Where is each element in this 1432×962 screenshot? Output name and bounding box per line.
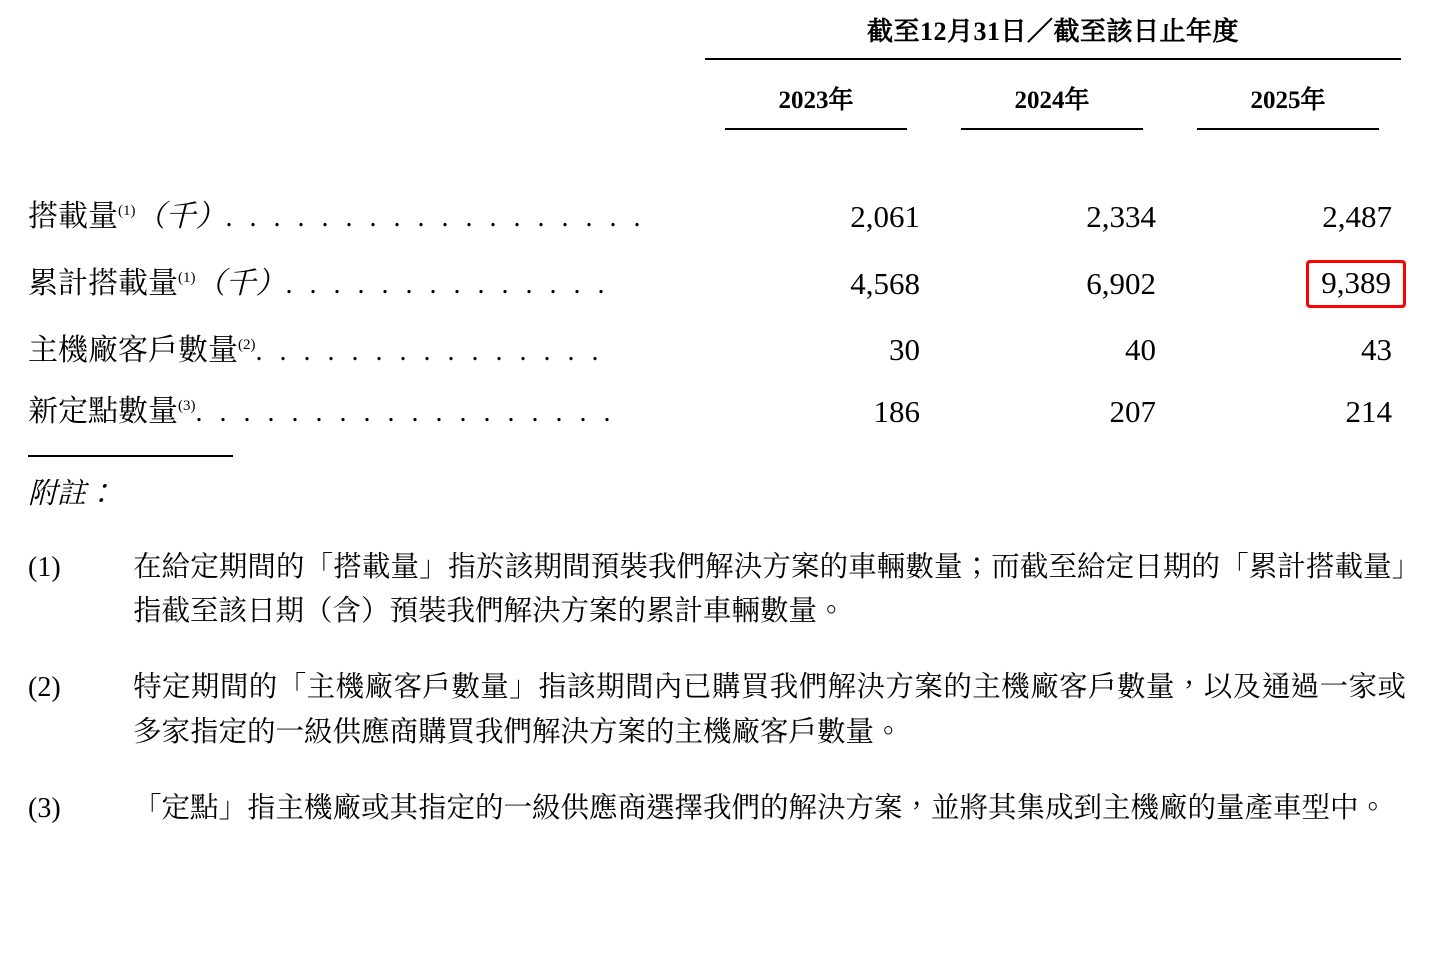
row-label-footnote: (2) <box>238 336 256 353</box>
row-label-footnote: (1) <box>118 203 136 219</box>
table-header-row <box>28 66 1406 140</box>
column-header-2025 <box>1170 66 1406 140</box>
row-leader-dots: . . . . . . . . . . . . . . . . . . <box>225 202 646 233</box>
highlighted-value: 9,389 <box>1306 260 1406 308</box>
footnote-item <box>28 666 1406 754</box>
footnote-marker: (3) <box>28 792 61 824</box>
row-label-installations <box>28 186 698 248</box>
table-row <box>28 248 1406 320</box>
cell-design-wins-2024: 207 <box>1109 393 1156 429</box>
table-row <box>28 381 1406 443</box>
row-label-unit: （千） <box>195 266 286 300</box>
row-label-footnote: (3) <box>178 398 196 414</box>
header-spacer <box>28 66 698 140</box>
footnotes-section <box>28 455 1406 863</box>
table-row <box>28 186 1406 248</box>
cell-oem-2024: 40 <box>1125 332 1156 368</box>
super-header-label: 截至12月31日／截至該日止年度 <box>705 11 1401 60</box>
row-label-text: 累計搭載量 <box>28 266 178 300</box>
cell-design-wins-2025: 214 <box>1345 393 1393 429</box>
column-header-2024 <box>934 66 1170 140</box>
spacer-cell <box>934 140 1170 186</box>
footnotes-title: 附註： <box>28 478 116 510</box>
column-header-2025-label: 2025年 <box>1197 80 1379 130</box>
cell-oem-2023: 30 <box>889 332 920 368</box>
row-label-oem-customers <box>28 320 698 382</box>
cell-installations-2024: 2,334 <box>1086 198 1156 234</box>
super-header-cell <box>698 10 1406 66</box>
row-label-new-design-wins <box>28 381 698 443</box>
footnote-text: 特定期間的「主機廠客戶數量」指該期間內已購買我們解決方案的主機廠客戶數量，以及通過一家或多家指定的一級供應商購買我們解決方案的主機廠客戶數量。 <box>133 672 1406 748</box>
footnote-text: 「定點」指主機廠或其指定的一級供應商選擇我們的解決方案，並將其集成到主機廠的量產車型中。 <box>133 792 1388 824</box>
spacer-cell <box>1170 140 1406 186</box>
column-header-2024-label: 2024年 <box>961 80 1143 130</box>
spacer-cell <box>698 140 934 186</box>
footnote-item <box>28 546 1406 634</box>
footnote-marker: (2) <box>28 672 61 704</box>
column-header-2023 <box>698 66 934 140</box>
cell-cumulative-2025 <box>1170 248 1406 320</box>
metrics-table <box>28 10 1406 443</box>
footnote-text: 在給定期間的「搭載量」指於該期間預裝我們解決方案的車輛數量；而截至給定日期的「累計搭載量」指截至該日期（含）預裝我們解決方案的累計車輛數量。 <box>133 552 1406 628</box>
row-label-unit: （千） <box>135 200 226 233</box>
row-label-footnote: (1) <box>178 269 196 286</box>
table-super-header-row <box>28 10 1406 66</box>
cell-installations-2025: 2,487 <box>1322 198 1393 234</box>
row-label-text: 主機廠客戶數量 <box>28 333 238 367</box>
table-spacer-row <box>28 140 1406 186</box>
row-label-text: 新定點數量 <box>28 395 178 428</box>
footnote-item <box>28 787 1406 831</box>
footnote-divider <box>28 455 233 457</box>
cell-installations-2023: 2,061 <box>850 198 920 234</box>
super-header-spacer <box>28 10 698 66</box>
spacer-cell <box>28 140 698 186</box>
row-leader-dots: . . . . . . . . . . . . . . . . . . <box>195 397 616 428</box>
row-leader-dots: . . . . . . . . . . . . . . <box>285 268 610 300</box>
row-label-text: 搭載量 <box>28 200 118 233</box>
column-header-2023-label: 2023年 <box>725 80 907 130</box>
row-leader-dots: . . . . . . . . . . . . . . . <box>255 335 604 367</box>
cell-cumulative-2023: 4,568 <box>850 265 920 301</box>
cell-cumulative-2024: 6,902 <box>1086 265 1156 301</box>
cell-oem-2025: 43 <box>1361 332 1393 368</box>
row-label-cumulative-installations <box>28 248 698 320</box>
table-row <box>28 320 1406 382</box>
cell-design-wins-2023: 186 <box>873 393 920 429</box>
footnote-marker: (1) <box>28 552 61 583</box>
